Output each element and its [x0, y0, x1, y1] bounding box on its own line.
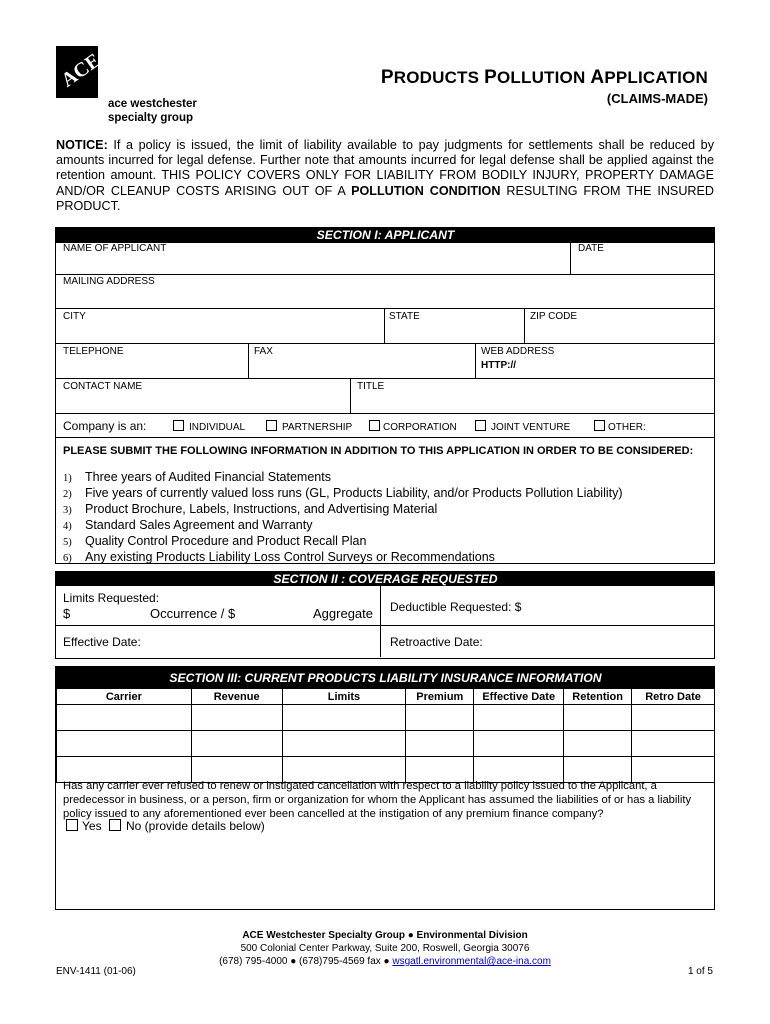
requirements-list [63, 470, 713, 566]
requirement-item: 5) Quality Control Procedure and Product Recall Plan [63, 534, 367, 548]
table-cell[interactable] [406, 705, 474, 731]
table-cell[interactable] [632, 731, 715, 757]
web-address-field[interactable]: WEB ADDRESS [481, 346, 555, 357]
retroactive-date-field[interactable]: Retroactive Date: [390, 635, 483, 649]
answer-no[interactable]: No (provide details below) [109, 819, 265, 833]
svg-text:ACE: ACE [57, 49, 105, 92]
table-cell[interactable] [191, 731, 282, 757]
zip-field[interactable]: ZIP CODE [530, 311, 578, 322]
company-name: ace westchester specialty group [108, 98, 197, 124]
occurrence-field[interactable]: Occurrence / $ [150, 606, 236, 621]
table-cell[interactable] [474, 731, 564, 757]
option-other[interactable]: OTHER: [594, 420, 646, 433]
requirement-item: 4) Standard Sales Agreement and Warranty [63, 518, 313, 532]
checkbox-icon[interactable] [173, 420, 184, 431]
cancellation-question: Has any carrier ever refused to renew or instigated cancellation with respect to a liability policy issued to the Applicant, a predecessor in business, or a person, firm or organization for whom the Applicant has assumed the liabilities of or has a liability policy issued to any aforementioned ever been cancelled at the instigation of any premium finance company? [63, 780, 692, 820]
table-row [57, 731, 715, 757]
table-cell[interactable] [57, 705, 192, 731]
checkbox-icon[interactable] [109, 819, 121, 831]
table-header-row [57, 689, 715, 705]
mailing-address-field[interactable]: MAILING ADDRESS [63, 276, 155, 287]
checkbox-icon[interactable] [66, 819, 78, 831]
contact-name-field[interactable]: CONTACT NAME [63, 381, 143, 392]
table-cell[interactable] [191, 705, 282, 731]
fax-field[interactable]: FAX [254, 346, 273, 357]
column-header: Effective Date [474, 689, 564, 705]
table-cell[interactable] [564, 731, 632, 757]
telephone-field[interactable]: TELEPHONE [63, 346, 124, 357]
table-cell[interactable] [474, 705, 564, 731]
aggregate-label: Aggregate [313, 606, 373, 621]
table-cell[interactable] [57, 731, 192, 757]
footer-contact: (678) 795-4000 ● (678)795-4569 fax ● wsgatl.environmental@ace-ina.com [219, 956, 551, 967]
table-cell[interactable] [406, 731, 474, 757]
column-header: Premium [406, 689, 474, 705]
section3-header: SECTION III: CURRENT PRODUCTS LIABILITY INSURANCE INFORMATION [56, 667, 715, 688]
state-field[interactable]: STATE [389, 311, 420, 322]
date-field[interactable]: DATE [578, 243, 604, 254]
city-field[interactable]: CITY [63, 311, 86, 322]
title-field[interactable]: TITLE [357, 381, 385, 392]
column-header: Limits [282, 689, 406, 705]
deductible-field[interactable]: Deductible Requested: $ [390, 600, 522, 614]
requirement-item: 2) Five years of currently valued loss runs (GL, Products Liability, and/or Products Pollution Liability) [63, 486, 623, 500]
table-cell[interactable] [564, 705, 632, 731]
limits-label: Limits Requested: [63, 591, 160, 605]
option-corporation[interactable]: CORPORATION [369, 420, 457, 433]
option-partnership[interactable]: PARTNERSHIP [266, 420, 352, 433]
effective-date-field[interactable]: Effective Date: [63, 635, 141, 649]
table-row [57, 705, 715, 731]
web-prefix: HTTP:// [481, 360, 516, 371]
page-subtitle: (CLAIMS-MADE) [606, 91, 708, 106]
column-header: Carrier [57, 689, 192, 705]
checkbox-icon[interactable] [475, 420, 486, 431]
insurance-table [56, 688, 715, 783]
column-header: Retro Date [632, 689, 715, 705]
limits-dollar[interactable]: $ [63, 606, 71, 621]
table-cell[interactable] [282, 705, 406, 731]
page-title: PRODUCTS POLLUTION APPLICATION [380, 67, 708, 88]
column-header: Retention [564, 689, 632, 705]
email-link[interactable]: wsgatl.environmental@ace-ina.com [392, 956, 551, 967]
ace-logo [56, 46, 105, 98]
option-individual[interactable]: INDIVIDUAL [173, 420, 245, 433]
footer-address: 500 Colonial Center Parkway, Suite 200, Roswell, Georgia 30076 [240, 943, 530, 954]
requirement-item: 3) Product Brochure, Labels, Instructions, and Advertising Material [63, 502, 438, 516]
requirement-item: 6) Any existing Products Liability Loss Control Surveys or Recommendations [63, 550, 495, 564]
applicant-name-field[interactable]: NAME OF APPLICANT [63, 243, 167, 254]
page-number: 1 of 5 [687, 966, 713, 977]
checkbox-icon[interactable] [594, 420, 605, 431]
answer-yes[interactable]: Yes [66, 819, 102, 833]
section2-header: SECTION II : COVERAGE REQUESTED [56, 572, 715, 586]
table-cell[interactable] [632, 705, 715, 731]
section1-header: SECTION I: APPLICANT [56, 228, 715, 243]
requirement-item: 1) Three years of Audited Financial Statements [63, 470, 331, 484]
column-header: Revenue [191, 689, 282, 705]
footer-company: ACE Westchester Specialty Group ● Environmental Division [242, 930, 528, 941]
ace-logo-mark [56, 46, 105, 98]
notice-paragraph: NOTICE: If a policy is issued, the limit of liability available to pay judgments for settlements shall be reduced by amounts incurred for legal defense. Further note that amounts incurred for legal defense shall be applied against the retention amount. THIS POLICY COVERS ONLY FOR LIABILITY FROM BODILY INJURY, PROPERTY DAMAGE AND/OR CLEANUP COSTS ARISING OUT OF A POLLUTION CONDITION RESULTING FROM THE INSURED PRODUCT. [56, 138, 715, 213]
submit-heading: PLEASE SUBMIT THE FOLLOWING INFORMATION IN ADDITION TO THIS APPLICATION IN ORDER TO BE CONSIDERED: [63, 445, 694, 457]
checkbox-icon[interactable] [369, 420, 380, 431]
form-id: ENV-1411 (01-06) [56, 966, 136, 977]
option-joint-venture[interactable]: JOINT VENTURE [475, 420, 570, 433]
company-type-label: Company is an: [63, 419, 147, 433]
table-cell[interactable] [282, 731, 406, 757]
checkbox-icon[interactable] [266, 420, 277, 431]
